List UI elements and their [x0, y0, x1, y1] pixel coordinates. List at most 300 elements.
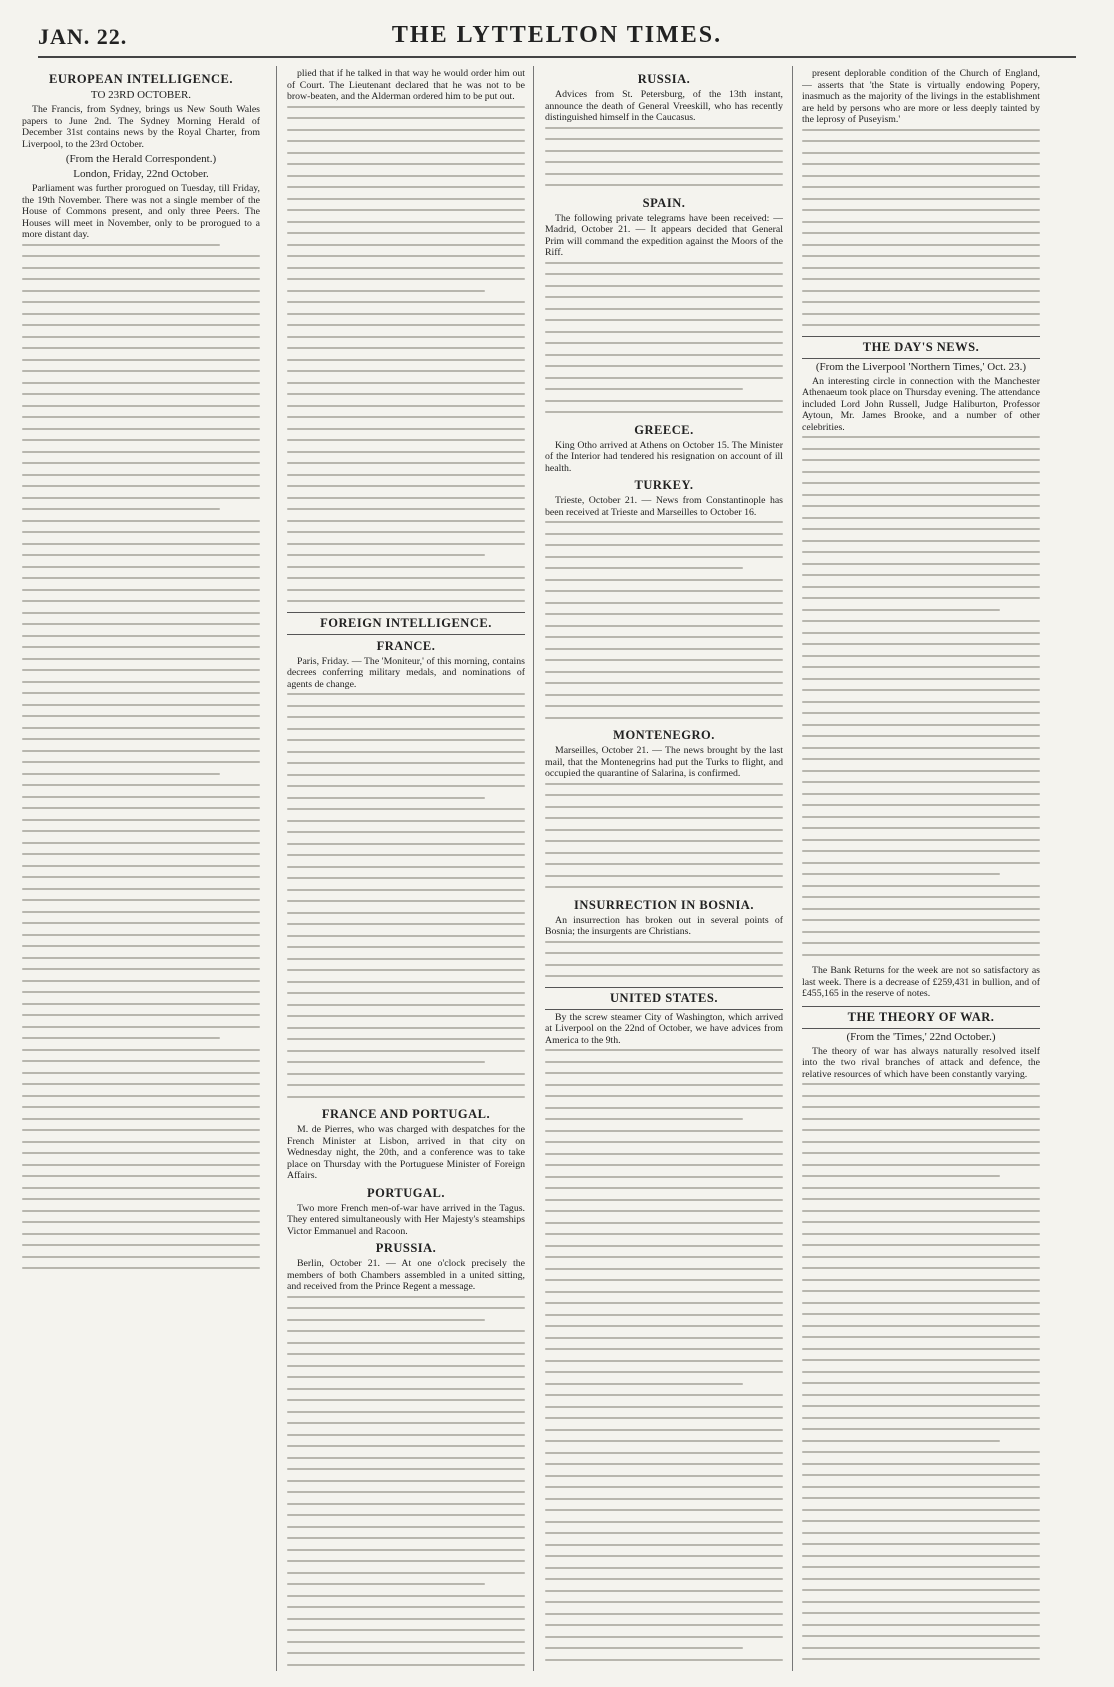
text-line: [802, 1187, 1040, 1189]
text-line: [22, 635, 260, 637]
text-line: [287, 1399, 525, 1401]
text-line: [287, 267, 525, 269]
text-line: [22, 497, 260, 499]
text-line: [545, 1475, 783, 1477]
text-line: [22, 1118, 260, 1120]
text-line: [802, 140, 1040, 142]
text-line: [287, 1319, 485, 1321]
text-line: [22, 991, 260, 993]
text-line: [802, 1244, 1040, 1246]
newspaper-title: THE LYTTELTON TIMES.: [391, 22, 723, 48]
text-line: [802, 1129, 1040, 1131]
article-continued: plied that if he talked in that way he would order him out of Court. The Lieutenant declared that he was not to be brow-beaten, and the Alderman ordered him to be put out.: [287, 68, 525, 102]
article-text-continuation: [545, 262, 783, 414]
text-line: [287, 175, 525, 177]
text-line: [545, 544, 783, 546]
text-line: [802, 712, 1040, 714]
text-line: [802, 1509, 1040, 1511]
text-line: [22, 899, 260, 901]
heading-montenegro: MONTENEGRO.: [613, 728, 715, 742]
text-line: [22, 324, 260, 326]
text-line: [287, 774, 525, 776]
text-line: [22, 462, 260, 464]
section-subheading-date: TO 23RD OCTOBER.: [90, 89, 192, 101]
text-line: [545, 273, 783, 275]
text-line: [802, 908, 1040, 910]
text-line: [802, 1578, 1040, 1580]
text-line: [287, 1641, 525, 1643]
text-line: [802, 278, 1040, 280]
text-line: [545, 1256, 783, 1258]
text-line: [22, 669, 260, 671]
text-line: [287, 1549, 525, 1551]
text-line: [802, 1267, 1040, 1269]
text-line: [802, 1175, 1000, 1177]
text-line: [22, 945, 260, 947]
text-line: [545, 1567, 783, 1569]
text-line: [545, 1245, 783, 1247]
text-line: [22, 290, 260, 292]
text-line: [287, 900, 525, 902]
text-line: [22, 474, 260, 476]
text-line: [802, 632, 1040, 634]
text-line: [545, 1647, 743, 1649]
heading-france-portugal: FRANCE AND PORTUGAL.: [321, 1107, 491, 1121]
text-line: [545, 400, 783, 402]
text-line: [802, 267, 1040, 269]
column-divider: [533, 66, 534, 1671]
article-text-continuation: [545, 127, 783, 187]
text-line: [287, 198, 525, 200]
text-line: [287, 1572, 525, 1574]
text-line: [545, 184, 783, 186]
text-line: [287, 889, 525, 891]
heading-theory-of-war: THE THEORY OF WAR.: [802, 1006, 1040, 1029]
text-line: [22, 1198, 260, 1200]
text-line: [22, 255, 260, 257]
text-line: [802, 290, 1040, 292]
text-line: [802, 1336, 1040, 1338]
text-line: [287, 278, 525, 280]
text-line: [545, 1601, 783, 1603]
text-line: [22, 1267, 260, 1269]
text-line: [287, 232, 525, 234]
text-line: [545, 161, 783, 163]
text-line: [545, 262, 783, 264]
text-line: [287, 1365, 525, 1367]
article-text-continuation: [287, 693, 525, 1098]
text-line: [545, 1314, 783, 1316]
text-line: [545, 1371, 783, 1373]
text-line: [22, 278, 260, 280]
text-line: [545, 941, 783, 943]
text-line: [287, 1376, 525, 1378]
text-line: [287, 209, 525, 211]
text-line: [802, 324, 1040, 326]
text-line: [22, 1129, 260, 1131]
text-line: [545, 1279, 783, 1281]
text-line: [545, 138, 783, 140]
text-line: [287, 739, 525, 741]
text-line: [802, 1083, 1040, 1085]
text-line: [545, 783, 783, 785]
text-line: [22, 1256, 260, 1258]
text-line: [287, 1560, 525, 1562]
text-line: [287, 129, 525, 131]
text-line: [545, 354, 783, 356]
text-line: [802, 1095, 1040, 1097]
text-line: [802, 954, 1040, 956]
text-line: [287, 728, 525, 730]
text-line: [22, 784, 260, 786]
text-line: [545, 682, 783, 684]
text-line: [802, 931, 1040, 933]
text-line: [22, 957, 260, 959]
text-line: [287, 1537, 525, 1539]
text-line: [22, 980, 260, 982]
text-line: [287, 1422, 525, 1424]
text-line: [287, 877, 525, 879]
text-line: [802, 1325, 1040, 1327]
text-line: [22, 1060, 260, 1062]
text-line: [22, 1244, 260, 1246]
text-line: [22, 773, 220, 775]
text-line: [802, 793, 1040, 795]
article-text-continuation: [545, 941, 783, 978]
text-line: [545, 1095, 783, 1097]
article-text-continuation: [287, 1296, 525, 1669]
text-line: [287, 577, 525, 579]
text-line: [802, 816, 1040, 818]
text-line: [802, 655, 1040, 657]
text-line: [545, 1532, 783, 1534]
text-line: [802, 919, 1040, 921]
text-line: [22, 439, 260, 441]
text-line: [22, 531, 260, 533]
text-line: [287, 1480, 525, 1482]
column-divider: [276, 66, 277, 1671]
text-line: [22, 1026, 260, 1028]
text-line: [802, 1382, 1040, 1384]
text-line: [545, 521, 783, 523]
text-line: [545, 1199, 783, 1201]
text-line: [22, 336, 260, 338]
text-line: [22, 1164, 260, 1166]
russia-text: Advices from St. Petersburg, of the 13th instant, announce the death of General Vreeskill, who has recently distinguished himself in the Caucasus.: [545, 89, 783, 123]
text-line: [287, 1061, 485, 1063]
text-line: [802, 724, 1040, 726]
text-line: [802, 1497, 1040, 1499]
text-line: [22, 1210, 260, 1212]
text-line: [22, 934, 260, 936]
text-line: [802, 517, 1040, 519]
text-line: [802, 1221, 1040, 1223]
text-line: [545, 625, 783, 627]
text-line: [802, 609, 1000, 611]
text-line: [545, 1555, 783, 1557]
text-line: [287, 140, 525, 142]
article-text-continuation: [545, 783, 783, 889]
text-line: [287, 1296, 525, 1298]
text-line: [287, 1468, 525, 1470]
masthead-rule: [38, 56, 1076, 58]
text-line: [287, 912, 525, 914]
text-line: [22, 968, 260, 970]
text-line: [22, 612, 260, 614]
text-line: [22, 566, 260, 568]
text-line: [545, 1337, 783, 1339]
text-line: [22, 313, 260, 315]
text-line: [287, 1629, 525, 1631]
text-line: [802, 620, 1040, 622]
text-line: [22, 1175, 260, 1177]
text-line: [545, 1486, 783, 1488]
text-line: [545, 1325, 783, 1327]
text-line: [545, 602, 783, 604]
text-line: [545, 377, 783, 379]
text-line: [22, 520, 260, 522]
text-line: [802, 1279, 1040, 1281]
text-line: [287, 497, 525, 499]
text-line: [287, 566, 525, 568]
text-line: [287, 474, 525, 476]
text-line: [287, 1084, 525, 1086]
text-line: [545, 794, 783, 796]
text-line: [545, 1107, 783, 1109]
text-line: [802, 1313, 1040, 1315]
text-line: [802, 1624, 1040, 1626]
article-text-continuation: [802, 129, 1040, 327]
text-line: [22, 796, 260, 798]
text-line: [287, 255, 525, 257]
text-line: [802, 850, 1040, 852]
text-line: [545, 705, 783, 707]
text-line: [802, 666, 1040, 668]
text-line: [287, 1038, 525, 1040]
text-line: [22, 451, 260, 453]
text-line: [287, 969, 525, 971]
text-line: [802, 482, 1040, 484]
text-line: [287, 393, 525, 395]
war-credit: (From the 'Times,' 22nd October.): [846, 1030, 996, 1043]
text-line: [287, 301, 525, 303]
text-line: [287, 923, 525, 925]
text-line: [545, 806, 783, 808]
text-line: [287, 290, 485, 292]
text-line: [545, 1176, 783, 1178]
text-line: [545, 319, 783, 321]
text-line: [802, 232, 1040, 234]
text-line: [287, 221, 525, 223]
text-line: [22, 1152, 260, 1154]
text-line: [545, 150, 783, 152]
text-line: [287, 808, 525, 810]
text-line: [802, 1566, 1040, 1568]
text-line: [287, 439, 525, 441]
text-line: [22, 347, 260, 349]
text-line: [22, 1095, 260, 1097]
portugal-text: Two more French men-of-war have arrived in the Tagus. They entered simultaneously with Her Majesty's steamships Victor Emmanuel and Racoon.: [287, 1202, 525, 1237]
montenegro-text: Marseilles, October 21. — The news brought by the last mail, that the Montenegrins had put the Turks to flight, and occupied the quarantine of Salarina, is confirmed.: [545, 745, 783, 779]
text-line: [545, 1118, 743, 1120]
text-line: [22, 508, 220, 510]
text-line: [287, 347, 525, 349]
text-line: [22, 761, 260, 763]
text-line: [802, 1106, 1040, 1108]
correspondent-credit: (From the Herald Correspondent.): [65, 153, 217, 165]
text-line: [287, 946, 525, 948]
text-line: [287, 1050, 525, 1052]
text-line: [545, 1659, 783, 1661]
text-line: [802, 1451, 1040, 1453]
text-line: [287, 1595, 525, 1597]
text-line: [545, 659, 783, 661]
text-line: [22, 589, 260, 591]
turkey-text: Trieste, October 21. — News from Constantinople has been received at Trieste and Marseilles to October 16.: [545, 495, 783, 518]
text-line: [22, 554, 260, 556]
text-line: [545, 1130, 783, 1132]
column-divider: [792, 66, 793, 1671]
text-line: [287, 382, 525, 384]
text-line: [545, 127, 783, 129]
text-line: [802, 1440, 1000, 1442]
text-line: [802, 459, 1040, 461]
us-text: By the screw steamer City of Washington, which arrived at Liverpool on the 22nd of October, we have advices from America to the 9th.: [545, 1011, 783, 1046]
text-line: [802, 1658, 1040, 1660]
text-line: [22, 428, 260, 430]
text-line: [802, 597, 1040, 599]
text-line: [802, 896, 1040, 898]
text-line: [802, 1290, 1040, 1292]
text-line: [802, 678, 1040, 680]
text-line: [287, 1457, 525, 1459]
text-line: [22, 681, 260, 683]
france-text: Paris, Friday. — The 'Moniteur,' of this morning, contains decrees conferring military medals, and nominations of agents de change.: [287, 655, 525, 690]
text-line: [22, 692, 260, 694]
text-line: [545, 1544, 783, 1546]
text-line: [22, 830, 260, 832]
text-line: [22, 1003, 260, 1005]
text-line: [802, 735, 1040, 737]
text-line: [22, 911, 260, 913]
text-line: [802, 885, 1040, 887]
text-line: [22, 1072, 260, 1074]
text-line: [802, 1210, 1040, 1212]
text-line: [802, 528, 1040, 530]
text-line: [287, 1491, 525, 1493]
text-line: [22, 1233, 260, 1235]
text-line: [22, 623, 260, 625]
text-line: [287, 831, 525, 833]
text-line: [545, 1417, 783, 1419]
text-line: [802, 942, 1040, 944]
heading-turkey: TURKEY.: [634, 478, 694, 492]
text-line: [22, 359, 260, 361]
text-line: [802, 1405, 1040, 1407]
text-line: [802, 1612, 1040, 1614]
text-line: [545, 1084, 783, 1086]
text-line: [287, 117, 525, 119]
article-text-continuation: [802, 1083, 1040, 1668]
text-line: [22, 715, 260, 717]
text-line: [287, 762, 525, 764]
bosnia-text: An insurrection has broken out in several points of Bosnia; the insurgents are Christians.: [545, 914, 783, 937]
text-line: [22, 727, 260, 729]
heading-prussia: PRUSSIA.: [375, 1241, 437, 1255]
text-line: [22, 244, 220, 246]
text-line: [545, 717, 783, 719]
text-line: [287, 359, 525, 361]
text-line: [545, 863, 783, 865]
text-line: [22, 1187, 260, 1189]
text-line: [287, 451, 525, 453]
text-line: [22, 922, 260, 924]
text-line: [802, 198, 1040, 200]
text-line: [802, 804, 1040, 806]
article-text-continuation: [802, 436, 1040, 956]
text-line: [802, 770, 1040, 772]
text-line: [545, 1452, 783, 1454]
text-line: [287, 1503, 525, 1505]
text-line: [287, 1514, 525, 1516]
text-line: [802, 586, 1040, 588]
text-line: [545, 1061, 783, 1063]
text-line: [287, 485, 525, 487]
heading-greece: GREECE.: [634, 422, 694, 437]
text-line: [802, 1359, 1040, 1361]
text-line: [287, 370, 525, 372]
article-body: Parliament was further prorogued on Tuesday, till Friday, the 19th November. There was not a single member of the House of Commons present, and only three Peers. The Houses will meet in November, only to be prorogued to a more distant day.: [22, 183, 260, 240]
text-line: [802, 209, 1040, 211]
text-line: [545, 1578, 783, 1580]
text-line: [287, 705, 525, 707]
text-line: [287, 797, 485, 799]
war-text: The theory of war has always naturally resolved itself into the two rival branches of attack and defence, the relative resources of which have been constantly varying.: [802, 1045, 1040, 1080]
text-line: [802, 1601, 1040, 1603]
text-line: [22, 382, 260, 384]
article-text-continuation: [22, 244, 260, 1270]
text-line: [287, 1526, 525, 1528]
text-line: [22, 1083, 260, 1085]
text-line: [22, 865, 260, 867]
text-line: [802, 1486, 1040, 1488]
spain-text: The following private telegrams have been received: — Madrid, October 21. — It appears decided that General Prim will command the expedition against the Moors of the Riff.: [545, 212, 783, 258]
text-line: [545, 636, 783, 638]
text-line: [545, 1072, 783, 1074]
text-line: [802, 186, 1040, 188]
text-line: [22, 370, 260, 372]
text-line: [22, 842, 260, 844]
text-line: [287, 1618, 525, 1620]
section-heading-european: EUROPEAN INTELLIGENCE.: [49, 72, 233, 86]
text-line: [545, 1187, 783, 1189]
text-line: [545, 1291, 783, 1293]
text-line: [545, 411, 783, 413]
text-line: [802, 255, 1040, 257]
text-line: [545, 613, 783, 615]
text-line: [802, 129, 1040, 131]
text-line: [545, 285, 783, 287]
text-line: [287, 992, 525, 994]
article-text-continuation: [287, 106, 525, 603]
text-line: [802, 563, 1040, 565]
text-line: [287, 520, 525, 522]
text-line: [287, 1434, 525, 1436]
text-line: [287, 981, 525, 983]
text-line: [802, 1371, 1040, 1373]
text-line: [802, 643, 1040, 645]
text-line: [287, 1330, 525, 1332]
